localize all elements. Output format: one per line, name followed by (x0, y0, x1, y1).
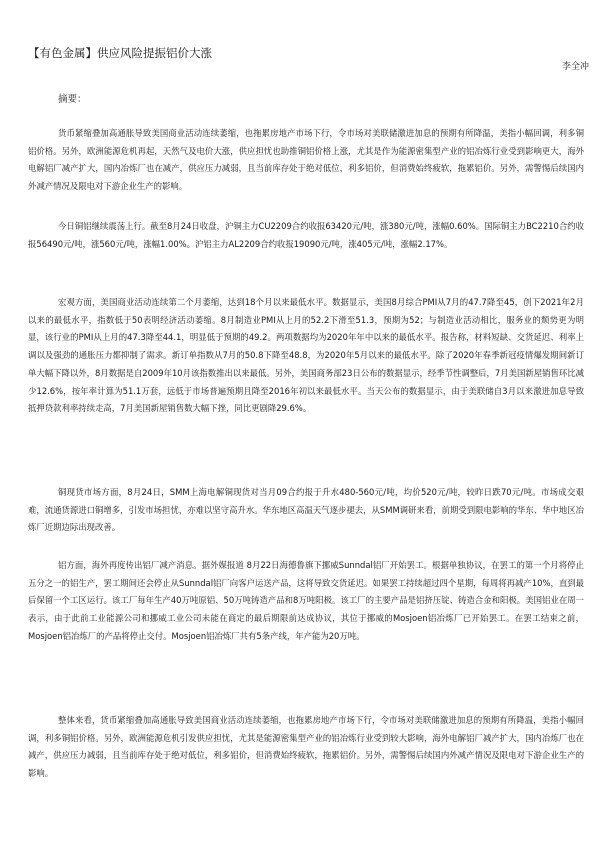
paragraph-macro: 宏观方面，美国商业活动连续第二个月萎缩，达到18个月以来最低水平。数据显示，美国8月综合PMI从7月的47.7降至45，创下2021年2月以来的最低水平，指数低于50表明经济活动萎缩。8月制造业PMI从上月的52.2下滑至51.3，预期为52；与制造业活动相比，服务业的颓势更为明显，该行业的PMI从上月的47.3降至44.1，明显低于预期的49.2。两项数据均为2020年年中以来的最低水平。报告称，材料短缺、交货延迟、利率上调以及强劲的通胀压力都抑制了需求。新订单指数从7月的50.8下降至48.8，为2020年5月以来的最低水平。除了2020年春季新冠疫情爆发期间新订单大幅下降以外，8月数据是自2009年10月该指数推出以来最低。另外，美国商务部23日公布的数据显示，经季节性调整后，7月美国新屋销售环比减少12.6%，按年率计算为51.1万套，远低于市场普遍预期且降至2016年初以来最低水平。当天公布的数据显示，由于美联储自3月以来激进加息导致抵押贷款利率持续走高，7月美国新屋销售数大幅下挫，同比更剧降29.6%。 (28, 297, 584, 414)
paragraph-market-prices: 今日铜铝继续震荡上行。截至8月24日收盘，沪铜主力CU2209合约收报63420元/吨，涨380元/吨，涨幅0.60%。国际铜主力BC2210合约收报56490元/吨，涨560元/吨，涨幅1.00%。沪铝主力AL2209合约收报19090元/吨，涨405元/吨，涨幅2.17%。 (28, 221, 584, 249)
paragraph-summary: 货币紧缩叠加高通胀导致美国商业活动连续萎缩，也拖累房地产市场下行，令市场对美联储激进加息的预期有所降温，美指小幅回调，利多铜铝价格。另外，欧洲能源危机再起，天然气及电价大涨，供应担忧也助推铜铝价格上涨，尤其是作为能源密集型产业的铝冶炼行业受到影响更大，海外电解铝厂减产扩大，国内冶炼厂也在减产，供应压力减弱，且当前库存处于绝对低位，利多铝价，但消费始终疲软，拖累铝价。另外，需警惕后续国内外减产情况及限电对下游企业生产的影响。 (28, 128, 584, 192)
paragraph-copper-spot: 铜现货市场方面，8月24日，SMM上海电解铜现货对当月09合约报于升水480-560元/吨，均价520元/吨，较昨日跌70元/吨。市场成交艰难，流通货源进口铜增多，引发市场担忧，亦难以坚守高升水。华东地区高温天气逐步褪去，从SMM调研来看，前期受到限电影响的华东、华中地区冶炼厂近期边际出现改善。 (28, 487, 584, 533)
paragraph-conclusion: 整体来看，货币紧缩叠加高通胀导致美国商业活动连续萎缩，也拖累房地产市场下行，令市场对美联储激进加息的预期有所降温，美指小幅回调，利多铜铝价格。另外，欧洲能源危机引发供应担忧，尤其是能源密集型产业的铝冶炼行业受到较大影响，海外电解铝厂减产扩大，国内冶炼厂也在减产，供应压力减弱，且当前库存处于绝对低位，利多铝价，但消费始终疲软，拖累铝价。另外，需警惕后续国内外减产情况及限电对下游企业生产的影响。 (28, 715, 584, 779)
document-title: 【有色金属】供应风险提振铝价大涨 (28, 46, 212, 60)
author-name: 李全冲 (561, 62, 589, 72)
abstract-label: 摘要： (58, 94, 87, 105)
paragraph-aluminum: 铝方面，海外再度传出铝厂减产消息。据外媒报道 8月22日海德鲁旗下挪威Sunndal铝厂开始罢工。根据单独协议，在罢工的第一个月将停止五分之一的铝生产，罢工期间还会停止从Sunndal铝厂向客户运送产品，这将导致交货延迟。如果罢工持续超过四个星期，每周将再减产10%，直到最后保留一个工区运行。该工厂每年生产40万吨原铝、50万吨铸造产品和8万吨阳极。该工厂的主要产品是铝挤压锭、铸造合金和阳极。美国铝业在周一表示，由于此前工业能源公司和挪威工业公司未能在商定的最后期限前达成协议，其位于挪威的Mosjoen铝冶炼厂已开始罢工。在罢工结束之前，Mosjoen铝冶炼厂的产品将停止交付。Mosjoen铝冶炼厂共有5条产线，年产能为20万吨。 (28, 560, 584, 641)
